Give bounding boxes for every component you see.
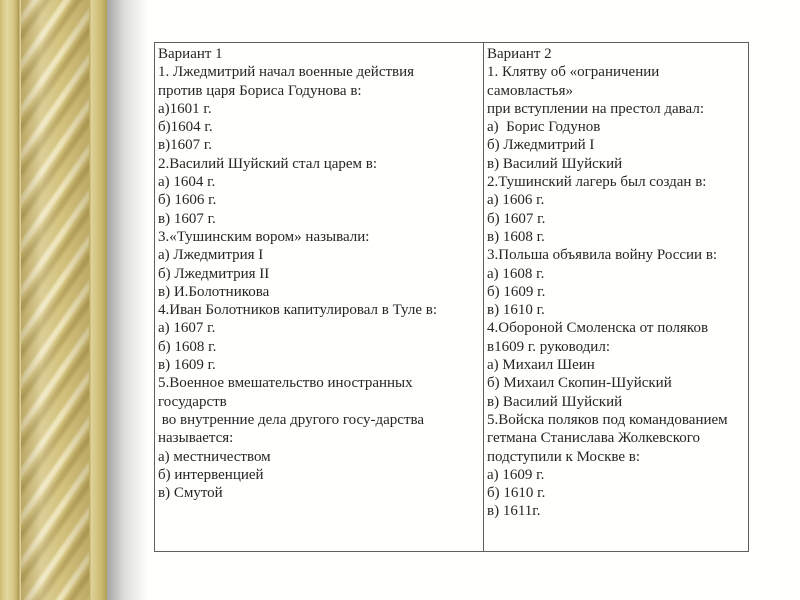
quiz-text-line: а) местничеством bbox=[158, 448, 271, 465]
quiz-text-line: во внутренние дела другого госу-дарства bbox=[158, 411, 425, 428]
quiz-text-line: в1609 г. руководил: bbox=[487, 338, 610, 355]
quiz-text-line: в) Смутой bbox=[158, 485, 223, 502]
variant-2-title: Вариант 2 bbox=[487, 46, 552, 62]
quiz-text-line: а) 1606 г. bbox=[487, 192, 545, 209]
quiz-text-line: в) Василий Шуйский bbox=[487, 155, 623, 172]
quiz-text-line: б) 1608 г. bbox=[158, 338, 217, 355]
quiz-text-line: в) 1611г. bbox=[487, 503, 541, 520]
quiz-text-line: самовластья» bbox=[487, 82, 573, 99]
quiz-text-line: 1. Лжедмитрий начал военные действия bbox=[158, 64, 415, 81]
quiz-text-line: а) Михаил Шеин bbox=[487, 357, 595, 374]
decorative-gold-frame bbox=[0, 0, 107, 600]
quiz-text-line: гетмана Станислава Жолкевского bbox=[487, 430, 700, 447]
quiz-table-row bbox=[155, 43, 749, 552]
frame-rope-pattern bbox=[21, 0, 89, 600]
quiz-text-line: 4.Иван Болотников капитулировал в Туле в: bbox=[158, 302, 438, 319]
quiz-text-line: в) 1609 г. bbox=[158, 357, 216, 374]
quiz-text-line: 1. Клятву об «ограничении bbox=[487, 64, 660, 81]
quiz-text-line: б)1604 г. bbox=[158, 119, 213, 136]
variant-1-cell bbox=[155, 43, 484, 552]
quiz-text-line: 4.Обороной Смоленска от поляков bbox=[487, 320, 709, 337]
quiz-text-line: 3.«Тушинским вором» называли: bbox=[158, 228, 370, 245]
quiz-text-line: в) 1610 г. bbox=[487, 302, 545, 319]
quiz-text-line: б) 1606 г. bbox=[158, 192, 217, 209]
quiz-text-line: 5.Войска поляков под командованием bbox=[487, 411, 728, 428]
quiz-text-line: при вступлении на престол давал: bbox=[487, 100, 704, 117]
quiz-text-line: а) Лжедмитрия I bbox=[158, 247, 264, 264]
quiz-text-line: а) 1607 г. bbox=[158, 320, 216, 337]
quiz-text-line: а)1601 г. bbox=[158, 100, 212, 117]
variant-2-cell bbox=[484, 43, 749, 552]
frame-right-strip bbox=[92, 0, 107, 600]
quiz-text-line: а) 1608 г. bbox=[487, 265, 545, 282]
quiz-text-line: 2.Василий Шуйский стал царем в: bbox=[158, 155, 378, 172]
quiz-text-line: подступили к Москве в: bbox=[487, 448, 641, 465]
quiz-table bbox=[154, 42, 749, 552]
quiz-text-line: в) И.Болотникова bbox=[158, 283, 270, 300]
quiz-text-line: б) Михаил Скопин-Шуйский bbox=[487, 375, 672, 392]
quiz-text-line: б) 1609 г. bbox=[487, 283, 546, 300]
quiz-text-line: в)1607 г. bbox=[158, 137, 213, 154]
variant-1-title: Вариант 1 bbox=[158, 46, 223, 62]
quiz-text-line: б) 1610 г. bbox=[487, 485, 546, 502]
quiz-text-line: б) интервенцией bbox=[158, 466, 264, 483]
quiz-text-line: 5.Военное вмешательство иностранных bbox=[158, 375, 413, 392]
quiz-text-line: а) 1604 г. bbox=[158, 174, 216, 191]
quiz-text-line: в) 1608 г. bbox=[487, 228, 545, 245]
quiz-text-line: называется: bbox=[158, 430, 234, 447]
quiz-text-line: против царя Бориса Годунова в: bbox=[158, 82, 362, 99]
quiz-text-line: в) 1607 г. bbox=[158, 210, 216, 227]
quiz-text-line: б) Лжедмитрия II bbox=[158, 265, 270, 282]
quiz-text-line: 3.Польша объявила войну России в: bbox=[487, 247, 718, 264]
frame-left-strip bbox=[0, 0, 18, 600]
quiz-text-line: б) Лжедмитрий I bbox=[487, 137, 595, 154]
quiz-text-line: а) 1609 г. bbox=[487, 466, 545, 483]
frame-drop-shadow bbox=[107, 0, 150, 600]
quiz-text-line: 2.Тушинский лагерь был создан в: bbox=[487, 174, 707, 191]
quiz-text-line: а) Борис Годунов bbox=[487, 119, 601, 136]
quiz-text-line: в) Василий Шуйский bbox=[487, 393, 623, 410]
quiz-text-line: государств bbox=[158, 393, 227, 410]
quiz-text-line: б) 1607 г. bbox=[487, 210, 546, 227]
